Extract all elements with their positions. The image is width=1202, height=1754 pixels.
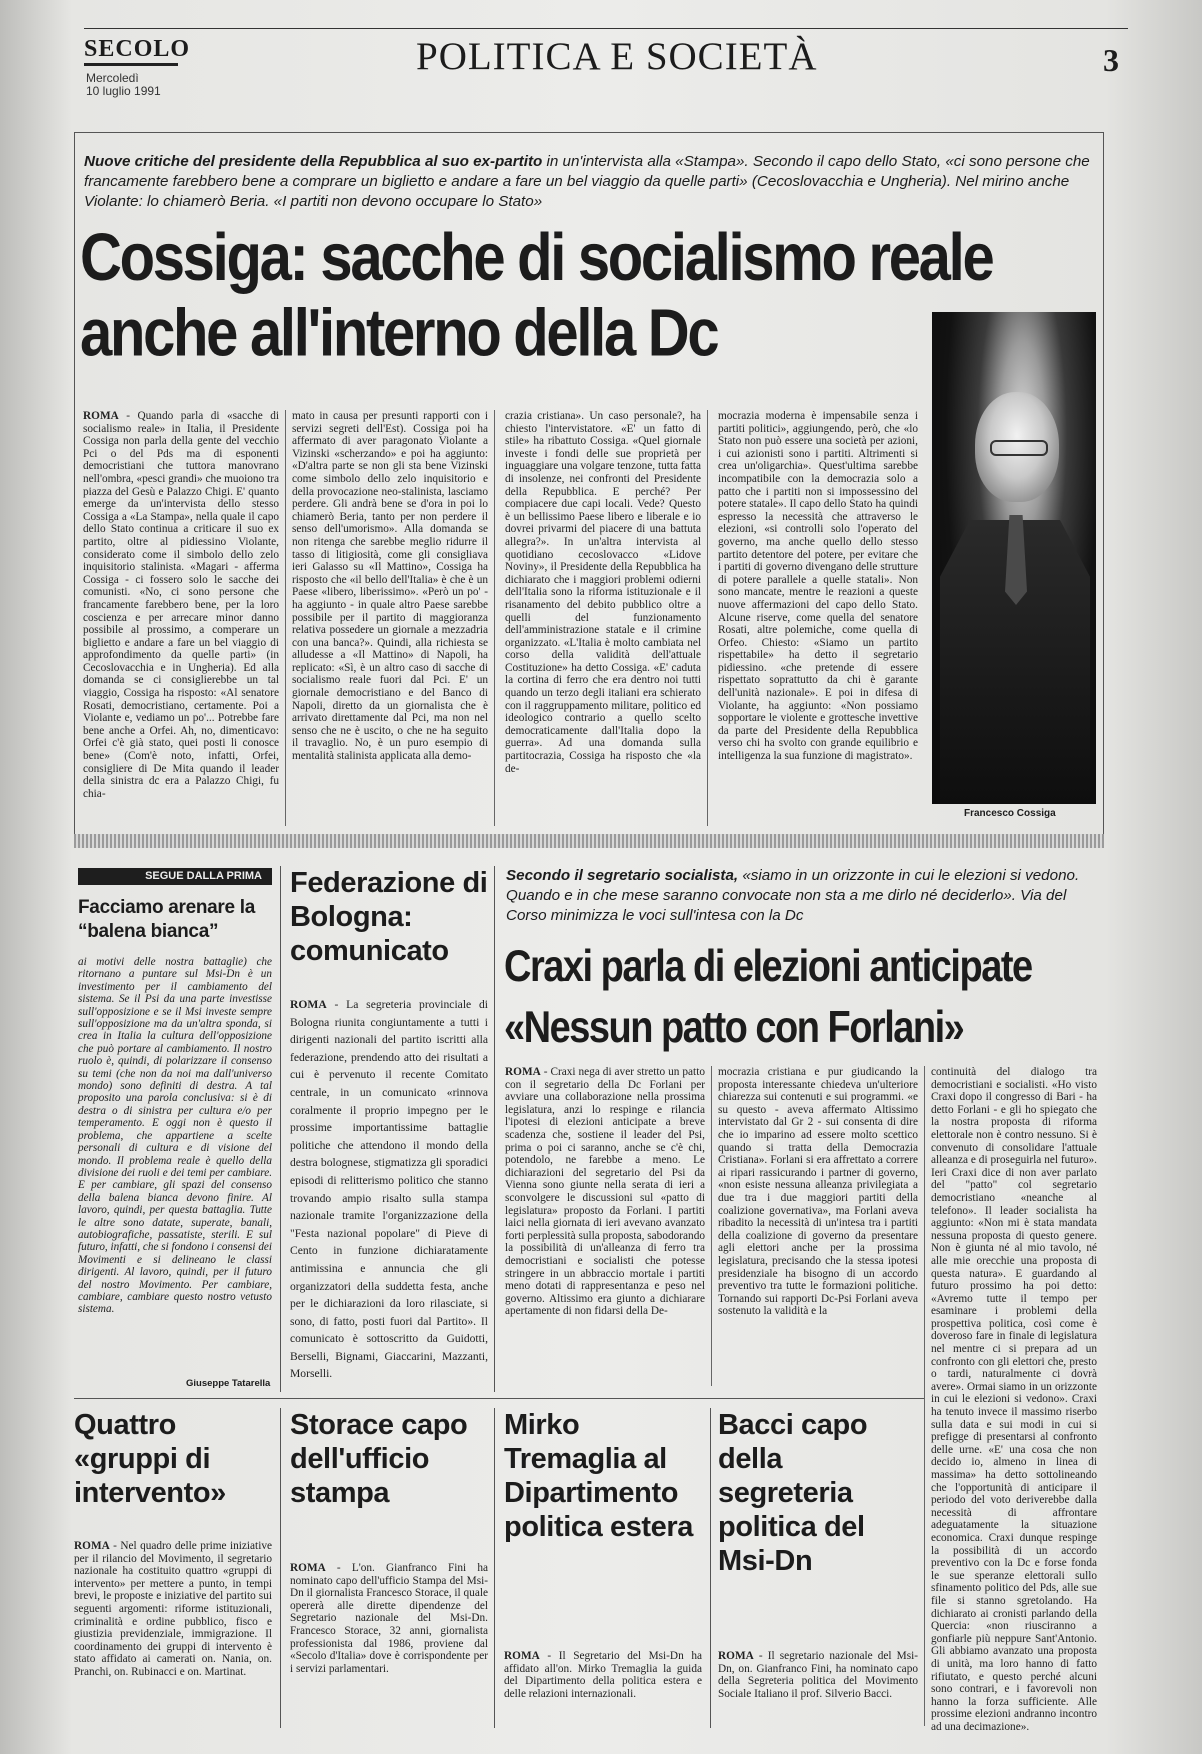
bacci-dateline: ROMA	[718, 1650, 754, 1662]
column-rule	[707, 410, 708, 826]
lead-headline-line1: Cossiga: sacche di socialismo reale	[80, 220, 993, 295]
lead-kicker-rest: in un'intervista alla «Stampa». Secondo il capo dello Stato, «ci sono persone che francamente farebbero bene a comprare un biglietto e andare a fare un bel viaggio da quelle parti» (Cecoslovacchia e Ungheria). Nel mirino anche Violante: lo chiamerò Beria. «I partiti non devono occupare lo Stato»	[84, 153, 1090, 210]
tremaglia-title: Mirko Tremaglia al Dipartimento politica estera	[504, 1409, 694, 1543]
craxi-kicker	[506, 866, 1096, 926]
storace-title: Storace capo dell'ufficio stampa	[290, 1409, 468, 1509]
lead-column-4: mocrazia moderna è impensabile senza i partiti politici», aggiungendo, però, che «lo Stato non può essere una società per azioni, i cui azionisti sono i partiti. Altrimenti si crea un'oligarchia». Quest'ultima sarebbe incompatibile con la democrazia solo a patto che i partiti non si impossessino del potere statale». Il capo dello Stato ha quindi espresso la necessità che attraverso le elezioni, «si controlli solo l'operato del governo, ma anche quello dello stesso partito detentore del potere, per evitare che i partiti di governo divengano delle strutture di potere parallele a quelle statali». Non sono mancate, mentre le reazioni a queste nuove affermazioni del capo dello Stato. Alcune riserve, come quella del senatore Rosati, altre polemiche, come quella di Orfeo. Chiesto: «Siamo un partito rispettabile» ha detto il segretario pidiessino. «che pretende di essere rispettato soprattutto da chi è garante dell'unità nazionale». E poi in difesa di Violante, ha aggiunto: «Non possiamo sopportare le violente e grottesche invettive da parte del Presidente della Repubblica verso chi ha svolto con grande equilibrio e intelligenza la sua funzione di magistrato».	[718, 410, 918, 763]
storace-body	[290, 1562, 488, 1728]
craxi-column-1-text: - Craxi nega di aver stretto un patto con il segretario della Dc Forlani per avviare una collaborazione nella prossima legislatura, anzi lo respinge e rilancia l'ipotesi di elezioni anticipate a breve scadenza che, sostiene il leader del Psi, prima o poi ci saranno, anche se c'è chi, potendolo, ne farebbe a meno. Le dichiarazioni del segretario del Psi da Vienna sono giunte nella serata di ieri a sconvolgere le discussioni sul «patto di legislatura» proposto da Forlani. I partiti laici nella giornata di ieri avevano avanzato forti perplessità sulla proposta, sabodorando la possibilità di un'alleanza di ferro tra democristiani e socialisti che potesse stringere in un abbraccio mortale i partiti meno dotati di rappresentanza e peso nel governo. Altissimo era giunto a dichiarare apertamente di non fidarsi della De-	[505, 1066, 705, 1318]
issue-date	[86, 72, 161, 98]
craxi-headline-line1: Craxi parla di elezioni anticipate	[504, 941, 1032, 992]
craxi-kicker-rest: «siamo in un orizzonte in cui le elezioni si vedono. Quando e in che mese saranno convocate non sta a me dirlo né deciderlo». Via del Corso minimizza le voci sull'intesa con la Dc	[506, 867, 1080, 924]
segue-tag: SEGUE DALLA PRIMA	[78, 868, 272, 885]
craxi-headline-line2: «Nessun patto con Forlani»	[504, 1003, 964, 1053]
column-rule	[494, 410, 495, 826]
lead-headline-line2: anche all'interno della Dc	[80, 295, 718, 371]
federazione-dateline: ROMA	[290, 998, 327, 1011]
quattro-body	[74, 1540, 272, 1730]
column-rule	[711, 1066, 712, 1386]
column-rule	[280, 1408, 281, 1728]
quattro-dateline: ROMA	[74, 1540, 110, 1552]
top-rule	[84, 28, 1128, 29]
segue-body: ai motivi delle nostra battaglie) che ritornano a puntare sul Msi-Dn è un investimento per il cambiamento del sistema. Se il Psi da una parte investisse sull'opposizione e se il Msi investe sempre sull'opposizione ma da un'altra sponda, si crea in Italia la cultura dell'opposizione che può portare al cambiamento. Il nostro ruolo è, quindi, di polarizzare il consenso su temi (che non da noi ma dall'universo mondo) sono definiti di destra. A tal proposito una parola conclusiva: si è di destra o di sinistra per cultura e/o per temperamento. E oggi non è questo il problema, che appartiene a scelte personali di cultura e di visione del mondo. Il problema reale è quello della divisione dei ruoli e dei temi per cambiare. E per cambiare, gli spazi del consenso della balena bianca devono finire. Al lavoro, quindi, per questa battaglia. Tutte le altre sono datate, superate, banali, autobiografiche, passatiste, sterili. E sul futuro, infatti, che si fondono i consensi dei Movimenti e si delineano le classi dirigenti. Al lavoro, quindi, per il futuro del nostro Movimento. Per cambiare, cambiare, cambiare questo nostro vetusto sistema.	[78, 956, 272, 1316]
craxi-kicker-bold: Secondo il segretario socialista,	[506, 867, 739, 884]
page-number: 3	[1103, 42, 1119, 78]
logo-underline	[84, 63, 178, 66]
segue-title: Facciamo arenare la “balena bianca”	[78, 897, 256, 942]
issue-weekday: Mercoledì	[86, 71, 139, 85]
photo-glasses	[990, 440, 1048, 456]
lead-column-1	[83, 410, 279, 828]
craxi-column-3: continuità del dialogo tra democristiani e socialisti. «Ho visto Craxi dopo il congresso di Bari - ha detto Forlani - e gli ho spiegato che la nostra proposta di riforma elettorale non è contro nessuno. Si è convenuto di consolidare l'attuale alleanza e di proseguirla nel futuro». Ieri Craxi dice di non aver parlato del "patto" col segretario democristiano «neanche al telefono». Il leader socialista ha aggiunto: «Non mi è stata mandata nessuna proposta di questo genere. Non è giunta né al mio tavolo, né alle mie orecchie una proposta di questa natura». E guardando al futuro prossimo ha poi detto: «Avremo tutte il tempo per esaminare i problemi della prospettiva politica, così come è doveroso fare in finale di legislatura nel mentre ci si prepara ad un confronto con gli elettori che, presto o tardi, naturalmente ci dovrà avere». Ormai siamo in un orizzonte in cui le elezioni si vedono». Craxi ha tenuto invece il massimo riserbo sulla data e sui modi in cui si prefigge di presentarsi al confronto delle urne. «E' una cosa che non decido io, almeno in linea di massima» ha detto sottolineando che l'opportunità di anticipare il periodo del voto deriverebbe dalla necessità di affrontare adeguatamente la situazione economica. Craxi dunque respinge la possibilità di un accordo preventivo con la Dc e forse fonda le sue speranze elettorali sullo sfinamento politico del Pds, alle sue file si stanno sgretolando. Ha dichiarato ai cronisti parlando della Quercia: «non riusciranno a gonfiarle più neppure Sant'Antonio. Gli abbiamo avanzato una proposta di unità, ma loro hanno di fatto rifiutato, e questo perché alcuni sono contrari, e i favorevoli non hanno la forza sufficiente. Alle prossime elezioni andranno incontro ad una decimazione».	[931, 1066, 1097, 1733]
photo-caption: Francesco Cossiga	[964, 808, 1056, 819]
quattro-title: Quattro «gruppi di intervento»	[74, 1409, 226, 1509]
federazione-body	[290, 996, 488, 1388]
bacci-body	[718, 1650, 918, 1728]
bacci-title: Bacci capo della segreteria politica del Msi-Dn	[718, 1409, 868, 1577]
craxi-column-2: mocrazia cristiana e pur giudicando la proposta interessante chiedeva un'ulteriore chiarezza sui contenuti e sui programmi. «e su questo - aveva affermato Altissimo intervistato dal Gr 2 - sui consenta di dire che io imparino ad essere molto scettico quando si tratta della Democrazia Cristiana». Forlani si era affrettato a correre ai ripari rassicurando i partner di governo, «non esiste nessuna alleanza privilegiata a due tra i due maggiori partiti della coalizione governativa», ma Forlani aveva ribadito la necessità di un'intesa tra i partiti della coalizione di governo da presentare agli elettori anche per la prossima legislatura, precisando che la stessa ipotesi presidenziale ha bisogno di un accordo preventivo tra tutte le formazioni politiche. Tornando sui rapporti Dc-Psi Forlani aveva sostenuto la validità e la	[718, 1066, 918, 1318]
column-rule	[924, 1066, 925, 1726]
federazione-text: - La segreteria provinciale di Bologna riunita congiuntamente a tutti i dirigenti nazionali del partito iscritti alla federazione, prendendo atto dei risultati a cui è pervenuto il recente Comitato centrale, in un comunicato «rinnova coralmente il proprio impegno per le prossime importantissime battaglie politiche che attendono il mondo della destra bolognese, stigmatizza gli sporadici episodi di relitterismo politico che stanno trovando ampio risalto sulla stampa nazionale tramite l'organizzazione della "Festa nazional popolare" di Pieve di Cento in funzione dichiaratamente antimissina e annuncia che gli organizzatori della suddetta festa, anche per le dichiarazioni da loro rilasciate, si sono, di fatto, posti fuori dal Partito». Il comunicato è sottoscritto da Guidotti, Berselli, Bignami, Giaccarini, Mazzanti, Morselli.	[290, 998, 488, 1381]
column-rule	[285, 410, 286, 826]
column-rule	[494, 1408, 495, 1728]
bottom-section-rule	[74, 1398, 924, 1399]
section-divider	[74, 834, 1104, 848]
lead-column-2: mato in causa per presunti rapporti con i servizi segreti dell'Est). Cossiga poi ha affermato di aver paragonato Violante a Vizinski «scherzando» e poi ha aggiunto: «D'altra parte se non gli sta bene Vizinski come simbolo dello zelo inquisitorio e della provocazione neo-stalinista, lasciamo perdere. Gli andrà bene se d'ora in poi lo chiamerò Beria, tanto per non perdere il senso dell'umorismo». Alla domanda se non ritenga che sarebbe meglio ridurre il tasso di litigiosità, come gli consigliava ieri Galasso su «Il Mattino», Cossiga ha risposto che «il bello dell'Italia» è che è un Paese «libero, liberissimo». «Però un po' - ha aggiunto - in quale altro Paese sarebbe possibile per il partito di maggioranza relativa possedere un giornale a mezzadria con una banca?». Quindi, alla richiesta se alludesse a «Il Mattino» di Napoli, ha replicato: «Sì, è un altro caso di sacche di socialismo reale fuori dal Pci. E' un giornale democristiano e del Banco di Napoli, diretto da un giornalista che è arrivato direttamente dal Pci, ma non nel senso che ne è uscito, o che ne ha seguito il travaglio. No, è un puro esempio di mentalità stalinista applicata alla demo-	[292, 410, 488, 763]
tremaglia-text: - Il Segretario del Msi-Dn ha affidato all'on. Mirko Tremaglia la guida del Dipartimento della politica estera e delle relazioni internazionali.	[504, 1650, 702, 1700]
column-rule	[280, 866, 281, 1392]
lead-kicker	[84, 152, 1094, 212]
tremaglia-body	[504, 1650, 702, 1728]
segue-signature: Giuseppe Tatarella	[186, 1378, 271, 1389]
issue-day: 10 luglio 1991	[86, 84, 161, 98]
lead-dateline: ROMA	[83, 410, 119, 422]
storace-dateline: ROMA	[290, 1562, 326, 1574]
bacci-text: - Il segretario nazionale del Msi-Dn, on. Gianfranco Fini, ha nominato capo della Segreteria politica del Movimento Sociale Italiano il prof. Silverio Bacci.	[718, 1650, 918, 1700]
lead-column-1-text: - Quando parla di «sacche di socialismo reale» in Italia, il Presidente Cossiga non parla della gente del vecchio Pci o del Pds ma di esponenti democristiani che tuttora manovrano nell'ombra, «pesci grandi» che muoiono tra piazza del Gesù e Palazzo Chigi. E' quanto emerge da un'intervista dello stesso Cossiga a «La Stampa», nella quale il capo dello Stato continua a criticare il suo ex partito, oltre al pidiessino Violante, considerato come il simbolo dello zelo inquisitorio stalinista. «Magari - afferma Cossiga - ci fossero solo le sacche dei comunisti. «No, ci sono persone che francamente farebbero bene, per la loro coscienza e per arrecare minor danno possibile al prossimo, a comperare un biglietto e andare a fare un bel viaggio di approfondimento da quelle parti» (in Cecoslovacchia e in Ungheria). Ed alla domanda se ci consiglierebbe un tal viaggio, Cossiga ha risposto: «Al senatore Rosati, democristiano, certamente. Poi a Violante e, vediamo un po'... Potrebbe fare bene anche a Orfei. Ah, no, dimenticavo: Orfei c'è già stato, quei posti li conosce bene» (Com'è noto, infatti, Orfei, consigliere di De Mita quando il leader della sinistra dc era a Palazzo Chigi, fu chia-	[83, 410, 279, 800]
tremaglia-dateline: ROMA	[504, 1650, 540, 1662]
lead-column-3: crazia cristiana». Un caso personale?, ha chiesto l'intervistatore. «E' un fatto di stile» ha ribattuto Cossiga. «Quel giornale investe i fondi delle sue proprietà per inguaggiare una volgare tenzone, tutta fatta di insolenze, nei confronti del Presidente della Repubblica. E perché? Per compiacere due capi locali. Vede? Questo è un bellissimo Paese libero e liberale e io dovrei privarmi del piacere di una battuta allegra?». In un'altra intervista al quotidiano cecoslovacco «Lidove Noviny», il Presidente della Repubblica ha dichiarato che i maggiori problemi odierni dell'Italia sono la riforma istituzionale e il risanamento del debito pubblico oltre a quelli del funzionamento dell'amministrazione statale e il crimine organizzato. «L'Italia è molto cambiata nel corso della validità dell'attuale Costituzione» ha detto Cossiga. «E' caduta la cortina di ferro che era dentro noi tutti quando un terzo degli italiani era schierato con il raggruppamento militare, politico ed ideologico contrario a quello scelto democraticamente dall'Italia dopo la guerra». Ad una domanda sulla partitocrazia, Cossiga ha risposto che «la de-	[505, 410, 701, 775]
craxi-column-1	[505, 1066, 705, 1386]
craxi-dateline: ROMA	[505, 1066, 541, 1078]
section-title: POLITICA E SOCIETÀ	[416, 35, 818, 78]
craxi-headline	[504, 936, 1104, 1059]
newspaper-logo: SECOLO	[84, 36, 191, 62]
storace-text: - L'on. Gianfranco Fini ha nominato capo dell'ufficio Stampa del Msi-Dn il giornalista Francesco Storace, il quale opererà alle dirette dipendenze del Segretario nazionale del Msi-Dn. Francesco Storace, 32 anni, giornalista professionista dal 1986, proviene dal «Secolo d'Italia» dove è corrispondente per i servizi parlamentari.	[290, 1562, 488, 1675]
federazione-title: Federazione di Bologna: comunicato	[290, 867, 488, 967]
quattro-text: - Nel quadro delle prime iniziative per il rilancio del Movimento, il segretario nazionale ha costituito quattro «gruppi di intervento» per mettere a punto, in tempi brevi, le proposte e iniziative del partito sui seguenti argomenti: riforme istituzionali, criminalità e ordine pubblico, fisco e giustizia previdenziale, immigrazione. Il coordinamento dei gruppi di intervento è stato affidato ai camerati on. Nania, on. Pranchi, on. Rubinacci e on. Martinat.	[74, 1540, 272, 1678]
column-rule	[710, 1408, 711, 1728]
column-rule	[494, 866, 495, 1392]
lead-kicker-bold: Nuove critiche del presidente della Repubblica al suo ex-partito	[84, 153, 543, 170]
